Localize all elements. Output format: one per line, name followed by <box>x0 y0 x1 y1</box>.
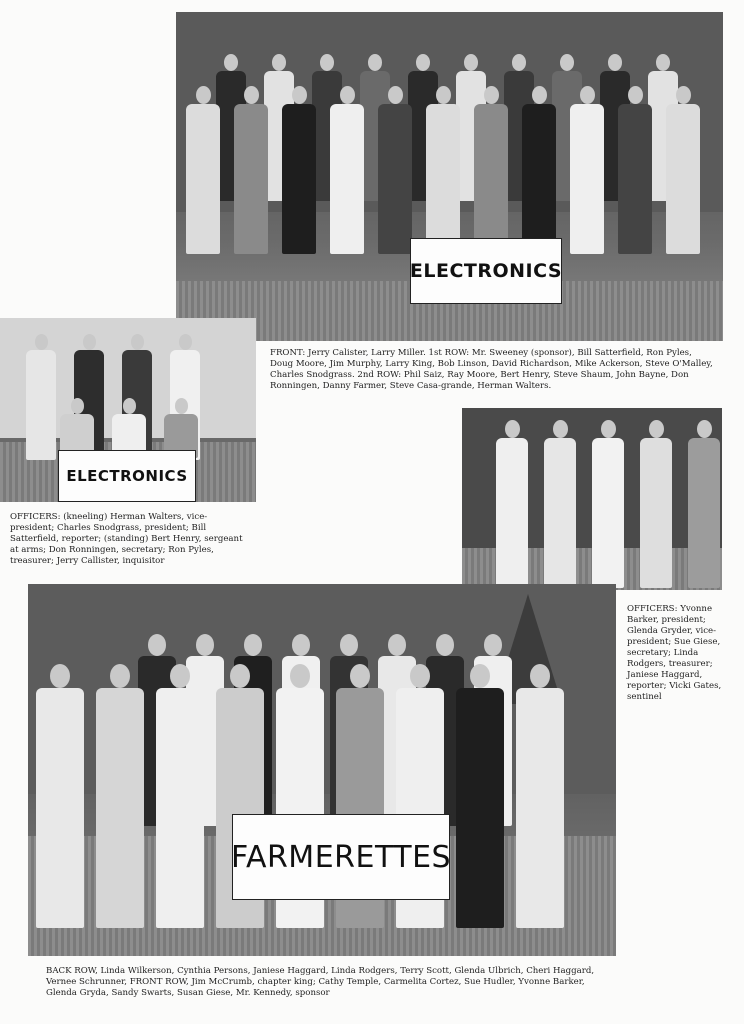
electronics-officers-sign: ELECTRONICS <box>58 450 196 502</box>
person-head <box>676 86 691 104</box>
person-head <box>290 664 310 688</box>
person-head <box>484 634 502 656</box>
person-head <box>436 634 454 656</box>
person-body <box>234 104 268 254</box>
farmerettes-sign: FARMERETTES <box>232 814 450 900</box>
person-body <box>474 104 508 254</box>
person-head <box>35 334 48 350</box>
person-head <box>388 634 406 656</box>
person-head <box>196 86 211 104</box>
person-body <box>282 104 316 254</box>
person-body <box>640 438 672 588</box>
person-head <box>179 334 192 350</box>
person-head <box>368 54 382 71</box>
person-head <box>350 664 370 688</box>
person-head <box>410 664 430 688</box>
electronics-officers-caption: OFFICERS: (kneeling) Herman Walters, vice-president; Charles Snodgrass, president; Bill Satterfield, reporter; (standing) Bert Henry, sergeant at arms; Don Ronningen, secretary; Ron Pyles, treasurer; Jerry Callister, inquisitor <box>10 512 243 566</box>
person-head <box>50 664 70 688</box>
person-head <box>170 664 190 688</box>
person-body <box>570 104 604 254</box>
person-body <box>666 104 700 254</box>
person-body <box>186 104 220 254</box>
person-head <box>230 664 250 688</box>
farmerettes-officers-photo <box>462 408 722 590</box>
person-head <box>292 634 310 656</box>
person-head <box>656 54 670 71</box>
person-body <box>378 104 412 254</box>
person-head <box>649 420 664 438</box>
person-head <box>608 54 622 71</box>
person-head <box>272 54 286 71</box>
person-head <box>697 420 712 438</box>
person-head <box>436 86 451 104</box>
person-body <box>516 688 564 928</box>
person-head <box>196 634 214 656</box>
person-body <box>592 438 624 588</box>
person-head <box>512 54 526 71</box>
farmerettes-group-caption: BACK ROW, Linda Wilkerson, Cynthia Persons, Janiese Haggard, Linda Rodgers, Terry Scott, Glenda Ulbrich, Cheri Haggard, Vernee Schrunner, FRONT ROW, Jim McCrumb, chapter king; Cathy Temple, Carmelita Cortez, Sue Hudler, Yvonne Barker, Glenda Gryda, Sandy Swarts, Susan Giese, Mr. Kennedy, sponsor <box>46 966 595 998</box>
electronics-group-photo <box>176 12 723 341</box>
farmerettes-group-photo <box>28 584 616 956</box>
electronics-sign: ELECTRONICS <box>410 238 562 304</box>
person-head <box>320 54 334 71</box>
person-body <box>156 688 204 928</box>
person-head <box>292 86 307 104</box>
person-body <box>544 438 576 588</box>
person-head <box>532 86 547 104</box>
person-body <box>96 688 144 928</box>
person-body <box>330 104 364 254</box>
person-head <box>416 54 430 71</box>
person-head <box>224 54 238 71</box>
electronics-officers-photo <box>0 318 256 502</box>
person-head <box>131 334 144 350</box>
person-head <box>71 398 84 414</box>
person-body <box>456 688 504 928</box>
person-body <box>688 438 720 588</box>
person-head <box>580 86 595 104</box>
person-head <box>340 634 358 656</box>
person-head <box>110 664 130 688</box>
person-head <box>553 420 568 438</box>
person-head <box>560 54 574 71</box>
person-body <box>26 350 56 460</box>
person-head <box>505 420 520 438</box>
person-body <box>522 104 556 254</box>
person-head <box>470 664 490 688</box>
person-head <box>123 398 136 414</box>
person-head <box>484 86 499 104</box>
person-head <box>148 634 166 656</box>
person-head <box>244 634 262 656</box>
person-body <box>496 438 528 588</box>
person-body <box>426 104 460 254</box>
person-head <box>530 664 550 688</box>
person-body <box>618 104 652 254</box>
person-head <box>388 86 403 104</box>
person-head <box>83 334 96 350</box>
electronics-group-caption: FRONT: Jerry Calister, Larry Miller. 1st ROW: Mr. Sweeney (sponsor), Bill Satterfield, Ron Pyles, Doug Moore, Jim Murphy, Larry King, Bob Linson, David Richardson, Mike Ackerson, Steve O'Malley, Charles Snodgrass. 2nd ROW: Phil Saiz, Ray Moore, Bert Henry, Steve Shaum, John Bayne, Don Ronningen, Danny Farmer, Steve Casa-grande, Herman Walters. <box>270 348 713 391</box>
person-body <box>36 688 84 928</box>
farmerettes-officers-caption: OFFICERS: Yvonne Barker, president; Glenda Gryder, vice-president; Sue Giese, secretary; Linda Rodgers, treasurer; Janiese Haggard, reporter; Vicki Gates, sentinel <box>627 604 722 702</box>
person-head <box>628 86 643 104</box>
person-head <box>244 86 259 104</box>
person-head <box>601 420 616 438</box>
person-head <box>175 398 188 414</box>
person-head <box>464 54 478 71</box>
person-head <box>340 86 355 104</box>
